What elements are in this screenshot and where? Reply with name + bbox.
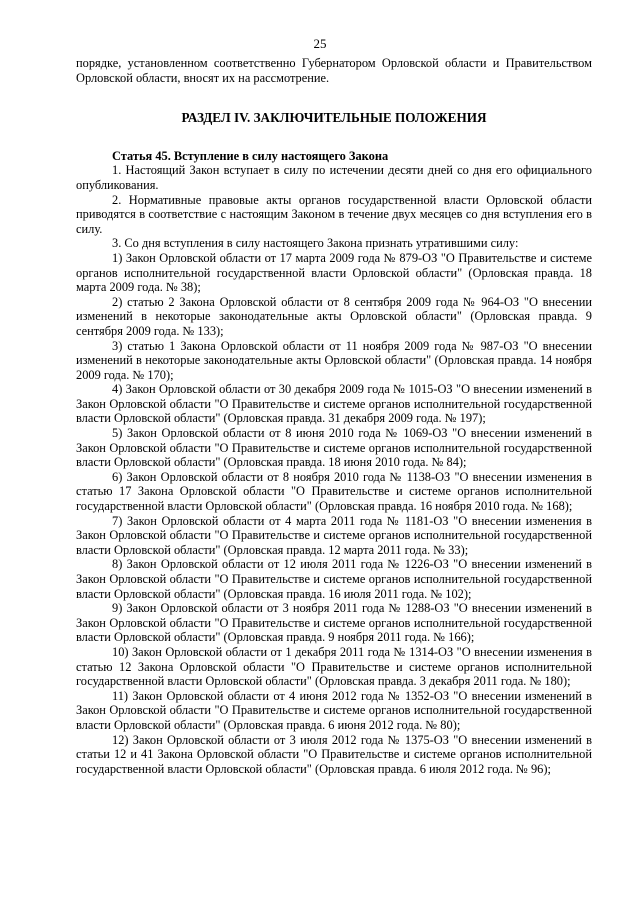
paragraph: 1. Настоящий Закон вступает в силу по истечении десяти дней со дня его официального опубликования.	[76, 163, 592, 192]
section-title: РАЗДЕЛ IV. ЗАКЛЮЧИТЕЛЬНЫЕ ПОЛОЖЕНИЯ	[181, 110, 487, 126]
article-title: Статья 45. Вступление в силу настоящего Закона	[112, 148, 389, 163]
page-number: 25	[313, 36, 327, 51]
list-item: 12) Закон Орловской области от 3 июля 2012 года № 1375-ОЗ "О внесении изменений в статьи 12 и 41 Закона Орловской области "О Правительстве и системе органов исполнительной государственной власти Орловской области" (Орловская правда. 6 июля 2012 года. № 96);	[76, 732, 592, 776]
list-item: 11) Закон Орловской области от 4 июня 2012 года № 1352-ОЗ "О внесении изменений в Закон Орловской области "О Правительстве и системе органов исполнительной государственной власти Орловской области" (Орловская правда. 6 июня 2012 года. № 80);	[76, 688, 592, 732]
paragraph: 3. Со дня вступления в силу настоящего Закона признать утратившими силу:	[112, 236, 519, 251]
list-item: 6) Закон Орловской области от 8 ноября 2010 года № 1138-ОЗ "О внесении изменения в статью 17 Закона Орловской области "О Правительстве и системе органов исполнительной государственной власти Орловской области" (Орловская правда. 16 ноября 2010 года. № 168);	[76, 469, 592, 514]
list-item: 4) Закон Орловской области от 30 декабря 2009 года № 1015-ОЗ "О внесении изменений в Закон Орловской области "О Правительстве и системе органов исполнительной государственной власти Орловской области" (Орловская правда. 31 декабря 2009 года. № 197);	[76, 382, 592, 426]
list-item: 2) статью 2 Закона Орловской области от 8 сентября 2009 года № 964-ОЗ "О внесении изменений в некоторые законодательные акты Орловской области" (Орловская правда. 9 сентября 2009 года. № 133);	[76, 294, 592, 338]
list-item: 9) Закон Орловской области от 3 ноября 2011 года № 1288-ОЗ "О внесении изменений в Закон Орловской области "О Правительстве и системе органов исполнительной государственной власти Орловской области" (Орловская правда. 9 ноября 2011 года. № 166);	[76, 601, 592, 645]
paragraph: 2. Нормативные правовые акты органов государственной власти Орловской области приводятся в соответствие с настоящим Законом в течение двух месяцев со дня вступления его в силу.	[76, 192, 592, 236]
list-item: 5) Закон Орловской области от 8 июня 2010 года № 1069-ОЗ "О внесении изменений в Закон Орловской области "О Правительстве и системе органов исполнительной государственной власти Орловской области" (Орловская правда. 18 июня 2010 года. № 84);	[76, 426, 592, 470]
list-item: 1) Закон Орловской области от 17 марта 2009 года № 879-ОЗ "О Правительстве и системе органов исполнительной государственной власти Орловской области" (Орловская правда. 18 марта 2009 года. № 38);	[76, 250, 592, 295]
list-item: 10) Закон Орловской области от 1 декабря 2011 года № 1314-ОЗ "О внесении изменения в статью 12 Закона Орловской области "О Правительстве и системе органов исполнительной государственной власти Орловской области" (Орловская правда. 3 декабря 2011 года. № 180);	[76, 644, 592, 689]
list-item: 3) статью 1 Закона Орловской области от 11 ноября 2009 года № 987-ОЗ "О внесении изменений в некоторые законодательные акты Орловской области" (Орловская правда. 14 ноября 2009 года. № 170);	[76, 338, 592, 382]
intro-paragraph: порядке, установленном соответственно Губернатором Орловской области и Правительством Орловской области, вносят их на рассмотрение.	[76, 56, 592, 85]
list-item: 8) Закон Орловской области от 12 июля 2011 года № 1226-ОЗ "О внесении изменений в Закон Орловской области "О Правительстве и системе органов исполнительной государственной власти Орловской области" (Орловская правда. 16 июля 2011 года. № 102);	[76, 557, 592, 601]
list-item: 7) Закон Орловской области от 4 марта 2011 года № 1181-ОЗ "О внесении изменения в Закон Орловской области "О Правительстве и системе органов исполнительной государственной власти Орловской области" (Орловская правда. 12 марта 2011 года. № 33);	[76, 513, 592, 557]
document-body	[76, 56, 592, 776]
